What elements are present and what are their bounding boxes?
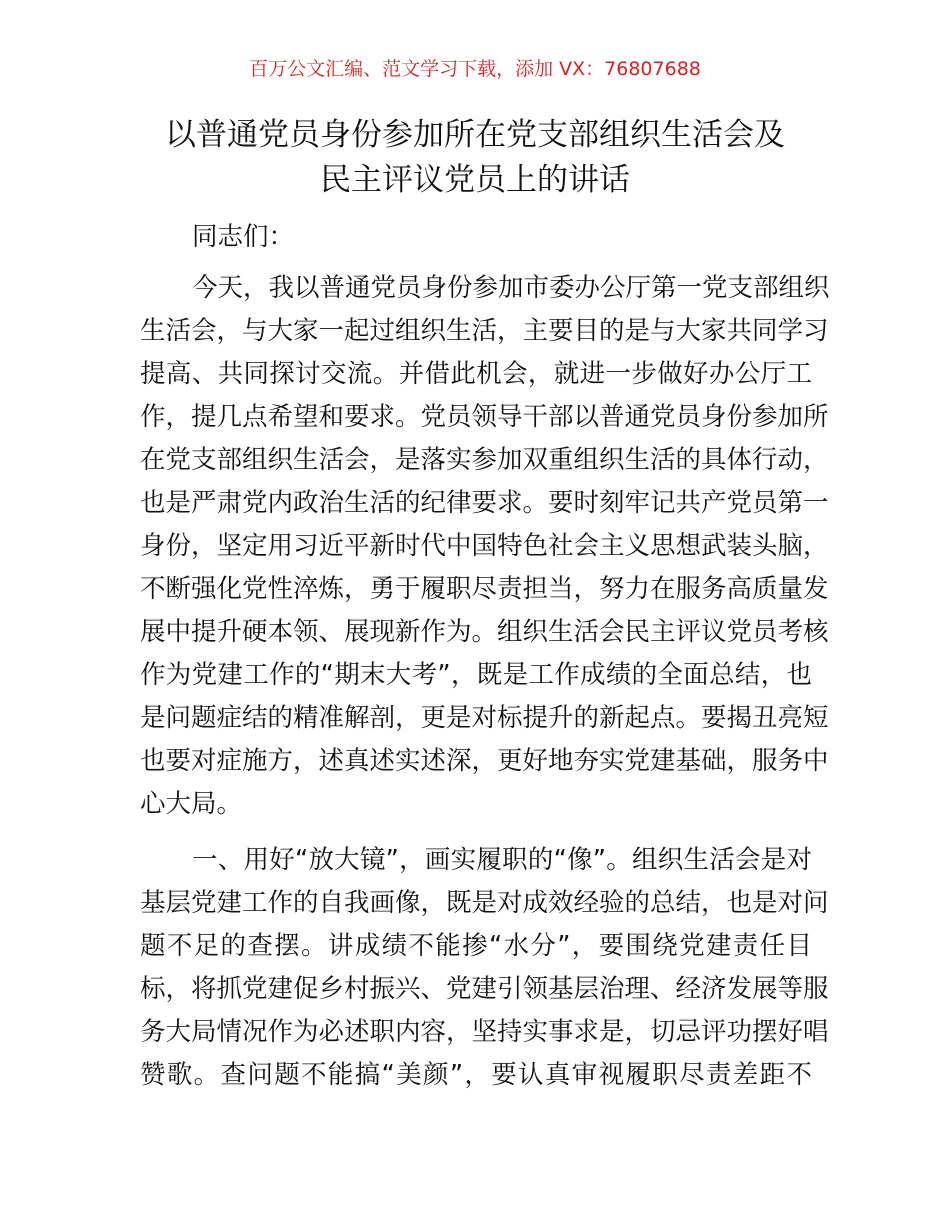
paragraph-1-line: 也是严肃党内政治生活的纪律要求。要时刻牢记共产党员第一 [140, 488, 829, 518]
document-title-line-1: 以普通党员身份参加所在党支部组织生活会及 [165, 117, 785, 153]
salutation: 同志们： [192, 222, 295, 252]
paragraph-1-line: 作，提几点希望和要求。党员领导干部以普通党员身份参加所 [140, 402, 829, 432]
paragraph-1-line: 也要对症施方，述真述实述深，更好地夯实党建基础，服务中 [140, 746, 829, 776]
paragraph-2-line: 赞歌。查问题不能搞“美颜”，要认真审视履职尽责差距不 [140, 1060, 812, 1090]
paragraph-1-line: 不断强化党性淬炼，勇于履职尽责担当，努力在服务高质量发 [140, 574, 829, 604]
paragraph-2-line: 题不足的查摆。讲成绩不能掺“水分”，要围绕党建责任目 [140, 931, 812, 961]
paragraph-2-line: 务大局情况作为必述职内容，坚持实事求是，切忌评功摆好唱 [140, 1017, 829, 1047]
paragraph-2-line: 一、用好“放大镜”，画实履职的“像”。组织生活会是对 [192, 845, 812, 875]
paragraph-1-line: 生活会，与大家一起过组织生活，主要目的是与大家共同学习 [140, 316, 829, 346]
paragraph-1-line: 在党支部组织生活会，是落实参加双重组织生活的具体行动， [140, 445, 829, 475]
paragraph-1-line: 今天，我以普通党员身份参加市委办公厅第一党支部组织 [192, 273, 830, 303]
paragraph-2-line: 基层党建工作的自我画像，既是对成效经验的总结，也是对问 [140, 888, 829, 918]
paragraph-1-line: 提高、共同探讨交流。并借此机会，就进一步做好办公厅工 [140, 359, 812, 389]
paragraph-1-line: 心大局。 [140, 789, 243, 819]
document-title-line-2: 民主评议党员上的讲话 [320, 162, 630, 198]
header-banner: 百万公文汇编、范文学习下载，添加 VX：76807688 [249, 58, 701, 80]
paragraph-1-line: 身份，坚定用习近平新时代中国特色社会主义思想武装头脑， [140, 531, 829, 561]
paragraph-1-line: 展中提升硬本领、展现新作为。组织生活会民主评议党员考核 [140, 617, 829, 647]
paragraph-2-line: 标，将抓党建促乡村振兴、党建引领基层治理、经济发展等服 [140, 974, 829, 1004]
paragraph-1-line: 是问题症结的精准解剖，更是对标提升的新起点。要揭丑亮短 [140, 703, 829, 733]
paragraph-1-line: 作为党建工作的“期末大考”，既是工作成绩的全面总结，也 [140, 660, 812, 690]
